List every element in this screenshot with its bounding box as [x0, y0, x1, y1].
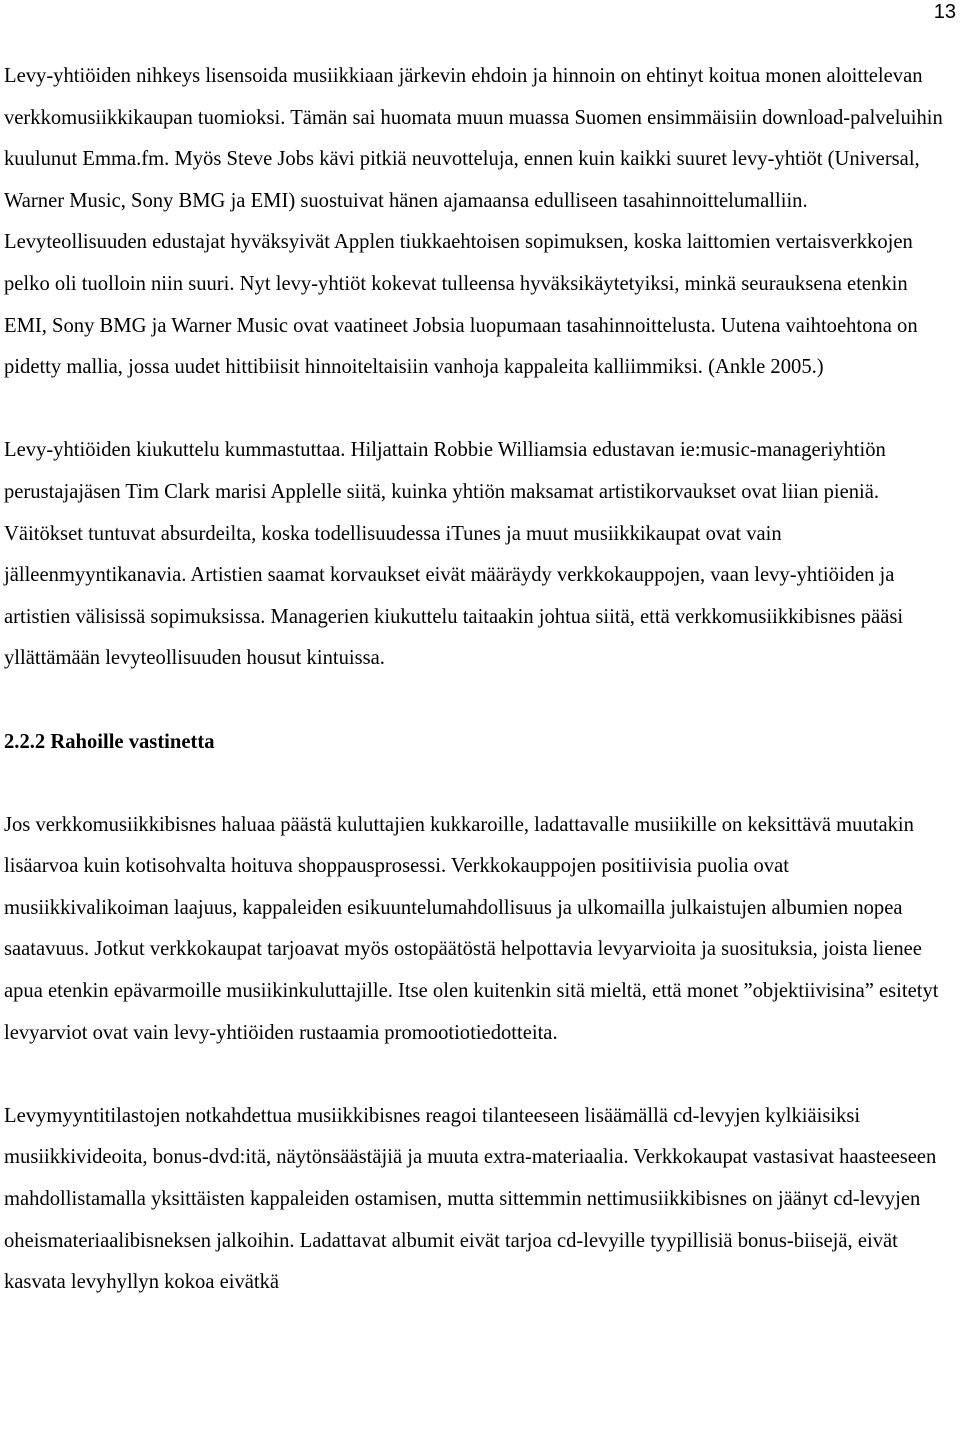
- paragraph-licensing: Levy-yhtiöiden nihkeys lisensoida musiikkiaan järkevin ehdoin ja hinnoin on ehtinyt koitua monen aloittelevan verkkomusiikkikaupan tuomioksi. Tämän sai huomata muun muassa Suomen ensimmäisiin download-palveluihin kuulunut Emma.fm. Myös Steve Jobs kävi pitkiä neuvotteluja, ennen kuin kaikki suuret levy-yhtiöt (Universal, Warner Music, Sony BMG ja EMI) suostuivat hänen ajamaansa edulliseen tasahinnoittelumalliin. Levyteollisuuden edustajat hyväksyivät Applen tiukkaehtoisen sopimuksen, koska laittomien vertaisverkkojen pelko oli tuolloin niin suuri. Nyt levy-yhtiöt kokevat tulleensa hyväksikäytetyiksi, minkä seurauksena etenkin EMI, Sony BMG ja Warner Music ovat vaatineet Jobsia luopumaan tasahinnoittelusta. Uutena vaihtoehtona on pidetty mallia, jossa uudet hittibiisit hinnoiteltaisiin vanhoja kappaleita kalliimmiksi. (Ankle 2005.): [4, 65, 943, 379]
- section-heading: 2.2.2 Rahoille vastinetta: [4, 730, 215, 753]
- document-body: [4, 56, 954, 1304]
- page-number: 13: [933, 1, 956, 23]
- paragraph-extras: Levymyyntitilastojen notkahdettua musiikkibisnes reagoi tilanteeseen lisäämällä cd-levyjen kylkiäisiksi musiikkivideoita, bonus-dvd:itä, näytönsäästäjiä ja muuta extra-materiaalia. Verkkokaupat vastasivat haasteeseen mahdollistamalla yksittäisten kappaleiden ostamisen, mutta sittemmin nettimusiikkibisnes on jäänyt cd-levyjen oheismateriaalibisneksen jalkoihin. Ladattavat albumit eivät tarjoa cd-levyille tyypillisiä bonus-biisejä, eivät kasvata levyhyllyn kokoa eivätkä: [4, 1104, 937, 1294]
- paragraph-added-value: Jos verkkomusiikkibisnes haluaa päästä kuluttajien kukkaroille, ladattavalle musiikille on keksittävä muutakin lisäarvoa kuin kotisohvalta hoituva shoppausprosessi. Verkkokauppojen positiivisia puolia ovat musiikkivalikoiman laajuus, kappaleiden esikuuntelumahdollisuus ja ulkomailla julkaistujen albumien nopea saatavuus. Jotkut verkkokaupat tarjoavat myös ostopäätöstä helpottavia levyarvioita ja suosituksia, joista lienee apua etenkin epävarmoille musiikinkuluttajille. Itse olen kuitenkin sitä mieltä, että monet ”objektiivisina” esitetyt levyarviot ovat vain levy-yhtiöiden rustaamia promootiotiedotteita.: [4, 813, 939, 1044]
- paragraph-label-complaints: Levy-yhtiöiden kiukuttelu kummastuttaa. Hiljattain Robbie Williamsia edustavan ie:music-manageriyhtiön perustajajäsen Tim Clark marisi Applelle siitä, kuinka yhtiön maksamat artistikorvaukset ovat liian pieniä. Väitökset tuntuvat absurdeilta, koska todellisuudessa iTunes ja muut musiikkikaupat ovat vain jälleenmyyntikanavia. Artistien saamat korvaukset eivät määräydy verkkokauppojen, vaan levy-yhtiöiden ja artistien välisissä sopimuksissa. Managerien kiukuttelu taitaakin johtua siitä, että verkkomusiikkibisnes pääsi yllättämään levyteollisuuden housut kintuissa.: [4, 439, 904, 670]
